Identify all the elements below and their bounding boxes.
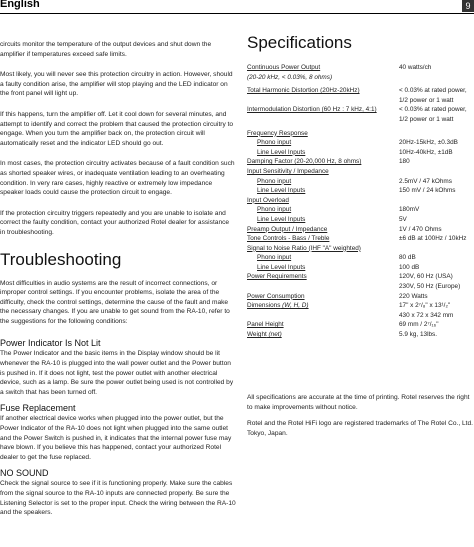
spec-label [247,73,332,83]
spec-value: 180 [399,158,410,166]
spec-label-text: Phono input [257,206,292,214]
spec-row [247,320,474,330]
spec-label [247,330,282,340]
spec-row [247,63,474,73]
spec-label-text: Line Level Inputs [257,148,306,156]
spec-row [247,330,474,340]
spec-value: 20Hz-15kHz, ±0.3dB [399,139,458,147]
spec-row [247,282,474,292]
spec-row [247,96,474,106]
spec-label-text: Phono input [257,139,292,147]
spec-label-text: Input Sensitivity / Impedance [247,167,329,175]
spec-label [247,272,307,282]
accuracy-note: All specifications are accurate at the time of printing. Rotel reserves the right to make improvements without notice. [247,394,470,411]
protection-paragraph-3: If this happens, turn the amplifier off. Let it cool down for several minutes, and attempt to identify and correct the problem that caused the protection circuitry to engage. When you turn the amplifier back on, the protection circuit will automatically reset and the indicator LED should go out. [0,110,234,147]
spec-label-text: Damping Factor (20-20,000 Hz, 8 ohms) [247,158,362,166]
protection-paragraph-1: circuits monitor the temperature of the output devices and shut down the amplifier if temperatures exceed safe limits. [0,41,212,58]
spec-value: 40 watts/ch [399,64,432,71]
spec-label-text: Panel Height [247,321,284,329]
spec-row [247,244,474,254]
spec-label-text: Line Level Inputs [257,263,306,271]
power-indicator-heading: Power Indicator Is Not Lit [0,338,101,349]
spec-row [247,292,474,302]
spec-row [247,215,474,225]
spec-row [247,129,474,139]
spec-label [247,215,305,225]
spec-label-text: Frequency Response [247,129,308,137]
spec-row [247,225,474,235]
right-column [247,32,474,340]
spec-label [247,196,289,206]
fuse-replacement-heading: Fuse Replacement [0,403,76,414]
spec-label-text: Phono input [257,254,292,262]
spec-value: 2.5mV / 47 kOhms [399,177,452,185]
spec-label-text: Line Level Inputs [257,215,306,223]
spec-row [247,86,474,96]
language-label: English [0,0,40,10]
spec-label [247,244,361,254]
spec-label-text: Dimensions [247,302,281,310]
spec-value: 100 dB [399,263,420,271]
power-indicator-text: The Power Indicator and the basic items in the Display window should be lit whenever the RA-10 is plugged into the wall power outlet and the Power button is pushed in. If it does not light, test the power outlet with another electrical device, such as a lamp. Be sure the power outlet being used is not controlled by a switch that has been turned off. [0,350,234,396]
spec-label [247,301,309,311]
left-column [0,40,236,523]
spec-label-text: Phono input [257,177,292,185]
specifications-table [247,63,474,340]
spec-row [247,105,474,115]
protection-paragraph-4: In most cases, the protection circuitry activates because of a fault condition such as shorted speaker wires, or inadequate ventilation leading to an overheating condition. In very rare cases, highly reactive or extremely low impedance speaker loads could cause the protection circuit to engage. [0,160,235,197]
spec-label [247,263,305,273]
spec-row [247,148,474,158]
spec-label [247,148,305,158]
spec-label-text: Line Level Inputs [257,187,306,195]
spec-label-text: Total Harmonic Distortion (20Hz-20kHz) [247,87,360,95]
no-sound-text: Check the signal source to see if it is functioning properly. Make sure the cables from the signal source to the RA-10 inputs are connected properly. Be sure the Listening Selector is set to the proper input. Check the wiring between the RA-10 and the speakers. [0,480,236,517]
spec-label [247,320,284,330]
spec-value: 5.9 kg, 13lbs. [399,331,438,339]
spec-label-text: Weight [247,331,267,339]
page-header [0,0,474,16]
spec-label [247,129,308,139]
spec-value: < 0.03% at rated power, [399,106,467,114]
spec-row [247,301,474,311]
spec-label-text: (20-20 kHz, < 0.03%, 8 ohms) [247,73,333,81]
spec-label-text: Tone Controls - Bass / Treble [247,235,330,243]
spec-label-suffix: (net) [266,331,282,339]
troubleshooting-heading: Troubleshooting [0,249,122,269]
spec-label [247,253,291,263]
protection-paragraph-5: If the protection circuitry triggers repeatedly and you are unable to isolate and correct the faulty condition, contact your authorized Rotel dealer for assistance in troubleshooting. [0,209,230,236]
spec-label [247,177,291,187]
spec-row [247,177,474,187]
spec-value: 430 x 72 x 342 mm [399,311,454,319]
spec-label [247,234,329,244]
spec-row [247,186,474,196]
fuse-replacement-text: If another electrical device works when plugged into the power outlet, but the Power Indicator of the RA-10 does not light when plugged into the same outlet and the Power Switch is pushed in, it indicates that the internal power fuse may have blown. If you believe this has happened, contact your authorized Rotel dealer to get the fuse replaced. [0,415,232,461]
no-sound-heading: NO SOUND [0,468,49,479]
spec-label [247,63,320,73]
spec-label-text: Signal to Noise Ratio (IHF "A" weighted) [247,244,361,252]
spec-value: 17" x 2⁷/₈" x 13¹/₂" [399,302,451,310]
spec-label [247,138,291,148]
spec-label-text: Input Overload [247,196,289,204]
spec-value: 5V [399,215,407,223]
spec-label-text: Power Consumption [247,292,305,300]
page-number: 9 [462,0,474,12]
spec-row [247,196,474,206]
spec-row [247,167,474,177]
spec-row [247,157,474,167]
spec-row [247,272,474,282]
spec-row [247,73,474,83]
spec-value: 1/2 power or 1 watt [399,115,454,123]
spec-label [247,86,360,96]
spec-value: 1/2 power or 1 watt [399,96,454,104]
spec-row [247,311,474,321]
spec-label [247,225,327,235]
spec-value: 1V / 470 Ohms [399,225,442,233]
spec-label-text: Intermodulation Distortion (60 Hz : 7 kHz, 4:1) [247,106,377,114]
header-rule [0,13,474,14]
spec-label-text: Preamp Output / Impedance [247,225,328,233]
spec-label [247,292,305,302]
spec-label [247,157,361,167]
spec-label [247,167,329,177]
trademark-note: Rotel and the Rotel HiFi logo are registered trademarks of The Rotel Co., Ltd. Tokyo, Japan. [247,420,474,437]
spec-value: 220 Watts [399,292,428,300]
spec-label [247,105,377,115]
spec-value: ±6 dB at 100Hz / 10kHz [399,235,467,243]
spec-label-text: Continuous Power Output [247,64,321,71]
specification-notes [247,393,474,445]
spec-label-suffix: (W, H, D) [280,302,309,310]
spec-row [247,205,474,215]
spec-value: 69 mm / 2⁷/₁₆" [399,321,439,329]
troubleshooting-intro: Most difficulties in audio systems are the result of incorrect connections, or improper control settings. If you encounter problems, isolate the area of the difficulty, check the control settings, determine the cause of the fault and make the necessary changes. If you are unable to get sound from the RA-10, refer to the suggestions for the following conditions: [0,279,230,325]
spec-label [247,186,305,196]
spec-value: 180mV [399,206,420,214]
spec-value: < 0.03% at rated power, [399,87,467,95]
spec-label [247,205,291,215]
spec-row [247,115,474,125]
spec-value: 80 dB [399,254,416,262]
spec-value: 10Hz-40kHz, ±1dB [399,148,453,156]
specifications-heading: Specifications [247,33,352,52]
spec-label-text: Power Requirements [247,273,307,281]
spec-value: 230V, 50 Hz (Europe) [399,283,461,291]
spec-row [247,253,474,263]
spec-value: 150 mV / 24 kOhms [399,187,456,195]
spec-row [247,234,474,244]
spec-row [247,138,474,148]
spec-value: 120V, 60 Hz (USA) [399,273,453,281]
protection-paragraph-2: Most likely, you will never see this protection circuitry in action. However, should a faulty condition arise, the amplifier will stop playing and the LED indicator on the front panel will light up. [0,71,233,98]
spec-row [247,263,474,273]
